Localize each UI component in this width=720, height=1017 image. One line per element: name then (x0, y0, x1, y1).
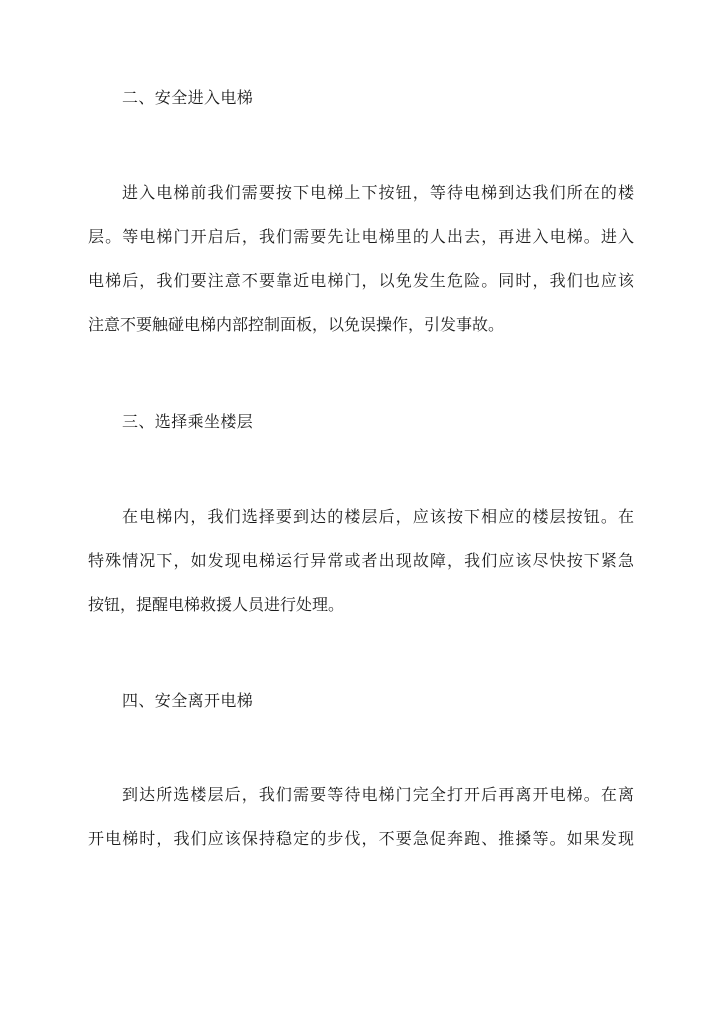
section-heading-4: 四、安全离开电梯 (122, 691, 254, 710)
paragraph-line: 开电梯时，我们应该保持稳定的步伐，不要急促奔跑、推搡等。如果发现 (88, 829, 634, 848)
paragraph-line: 按钮，提醒电梯救援人员进行处理。 (88, 595, 345, 614)
section-paragraph-2 (88, 183, 634, 359)
paragraph-line: 进入电梯前我们需要按下电梯上下按钮，等待电梯到达我们所在的楼 (122, 183, 634, 202)
paragraph-line: 到达所选楼层后，我们需要等待电梯门完全打开后再离开电梯。在离 (122, 785, 634, 804)
paragraph-line: 层。等电梯门开启后，我们需要先让电梯里的人出去，再进入电梯。进入 (88, 227, 634, 246)
section-heading-2: 二、安全进入电梯 (122, 88, 254, 107)
section-paragraph-3 (88, 507, 634, 639)
paragraph-line: 特殊情况下，如发现电梯运行异常或者出现故障，我们应该尽快按下紧急 (88, 551, 634, 570)
section-paragraph-4 (88, 785, 634, 873)
paragraph-line: 注意不要触碰电梯内部控制面板，以免误操作，引发事故。 (88, 315, 505, 334)
paragraph-line: 在电梯内，我们选择要到达的楼层后，应该按下相应的楼层按钮。在 (122, 507, 634, 526)
paragraph-line: 电梯后，我们要注意不要靠近电梯门，以免发生危险。同时，我们也应该 (88, 271, 634, 290)
section-heading-3: 三、选择乘坐楼层 (122, 412, 254, 431)
